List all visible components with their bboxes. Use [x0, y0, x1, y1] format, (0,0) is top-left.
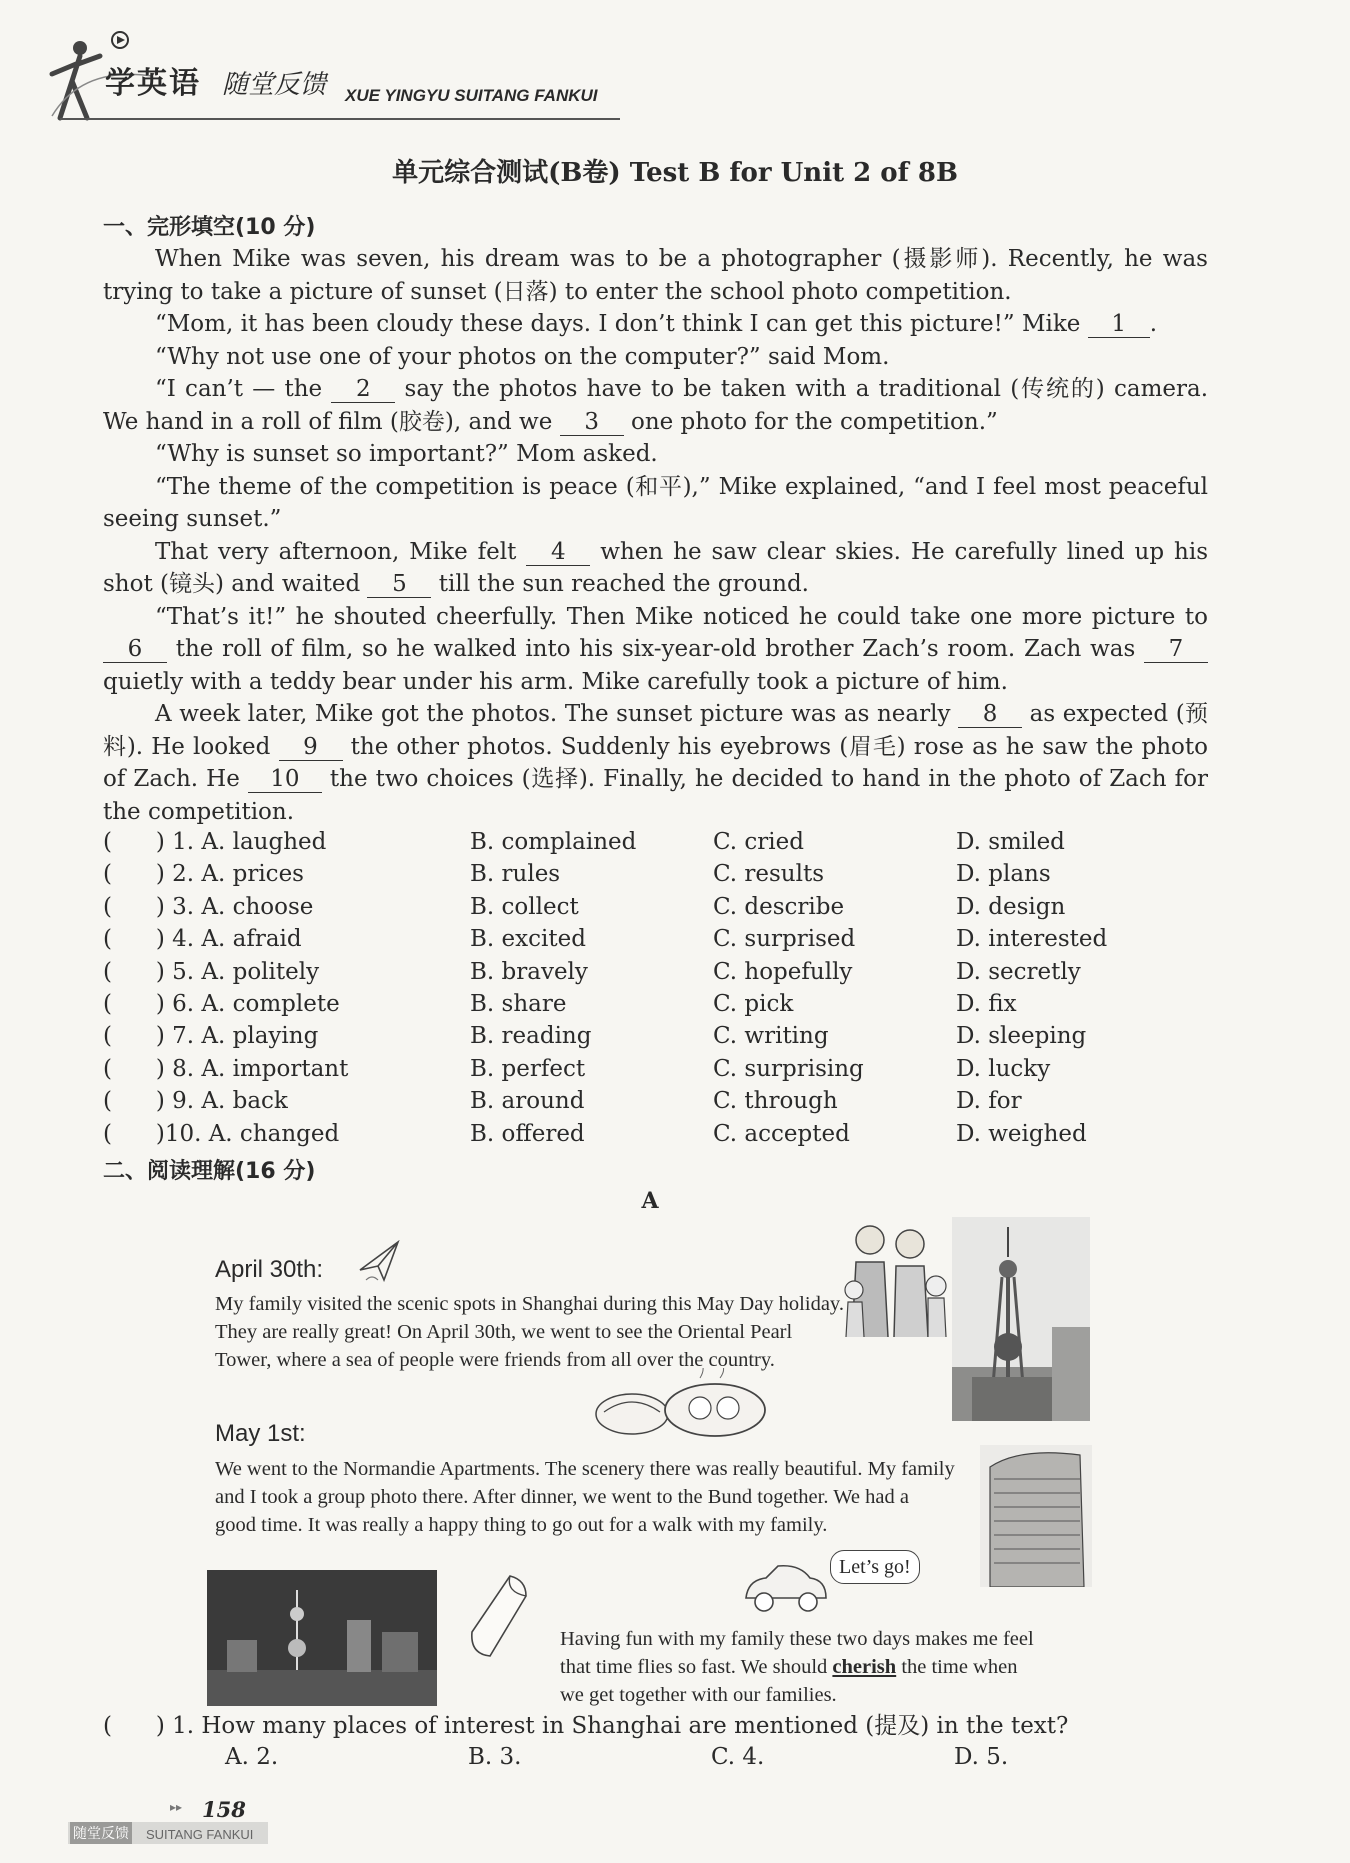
question-row[interactable]: ( ) 2. A. prices B. rules C. results D. plans [103, 861, 1051, 888]
question-row[interactable]: ( ) 5. A. politely B. bravely C. hopefully D. secretly [103, 958, 1081, 985]
blank-10[interactable]: 10 [248, 766, 322, 793]
blank-8[interactable]: 8 [958, 701, 1022, 728]
page-title: 单元综合测试(B卷) Test B for Unit 2 of 8B [392, 158, 958, 188]
paragraph: “Mom, it has been cloudy these days. I don’t think I can get this picture!” Mike 1 . [155, 311, 1158, 337]
closing-text: Having fun with my family these two days makes me feel that time flies so fast. We should cherish the time when we get together with our families. [560, 1628, 1034, 1706]
option-c[interactable]: C. 4. [711, 1744, 765, 1770]
question-row[interactable]: ( ) 7. A. playing B. reading C. writing D. sleeping [103, 1023, 1087, 1050]
may-text: We went to the Normandie Apartments. The scenery there was really beautiful. My family and I took a group photo there. After dinner, we went to the Bund together. We had a good time. It was really a happy thing to go out for a walk with my family. [215, 1458, 955, 1536]
wrap-food-icon [460, 1570, 534, 1666]
question-1-options [103, 1744, 1074, 1770]
paragraph: When Mike was seven, his dream was to be a photographer (摄影师). Recently, he was trying to take a picture of sunset (日落) to enter the school photo competition. [103, 246, 1208, 305]
date-heading-april: April 30th: [215, 1256, 324, 1283]
paragraph: A week later, Mike got the photos. The sunset picture was as nearly 8 as expected (预料). He looked 9 the other photos. Suddenly his eyebrows (眉毛) rose as he saw the photo of Zach. He 10 the two choices (选择). Finally, he decided to hand in the photo of Zach for the competition. [103, 701, 1208, 825]
paragraph: “That’s it!” he shouted cheerfully. Then Mike noticed he could take one more picture to 6 the roll of film, so he walked into his six-year-old brother Zach’s room. Zach was 7 quietly with a teddy bear under his arm. Mike carefully took a picture of him. [103, 603, 1208, 695]
family-illustration-icon [840, 1222, 950, 1340]
question-row[interactable]: ( ) 8. A. important B. perfect C. surprising D. lucky [103, 1055, 1051, 1082]
header-divider [60, 118, 620, 120]
paper-plane-icon [358, 1240, 402, 1286]
question-row[interactable]: ( ) 6. A. complete B. share C. pick D. fix [103, 990, 1017, 1017]
option-d[interactable]: D. 5. [954, 1744, 1009, 1770]
oriental-pearl-tower-photo [952, 1217, 1090, 1421]
speech-bubble: Let’s go! [830, 1550, 920, 1584]
blank-1[interactable]: 1 [1088, 311, 1150, 338]
blank-6[interactable]: 6 [103, 636, 167, 663]
paragraph: “I can’t — the 2 say the photos have to be taken with a traditional (传统的) camera. We hand in a roll of film (胶卷), and we 3 one photo for the competition.” [103, 376, 1209, 435]
paragraph: “Why is sunset so important?” Mom asked. [155, 441, 658, 467]
cherish-word: cherish [832, 1656, 897, 1678]
blank-7[interactable]: 7 [1144, 636, 1208, 663]
arrow-icon: ▸▸ [170, 1800, 183, 1814]
food-illustration-icon [590, 1368, 770, 1444]
section-heading-cloze: 一、完形填空(10 分) [103, 215, 316, 240]
logo-subtitle-cn: 随堂反馈 [222, 70, 327, 100]
april-text: My family visited the scenic spots in Shanghai during this May Day holiday. They are really great! On April 30th, we went to see the Oriental Pearl Tower, where a sea of people were friends from all over the country. [215, 1293, 844, 1371]
question-1[interactable]: ( ) 1. How many places of interest in Shanghai are mentioned (提及) in the text? [103, 1713, 1069, 1739]
question-row[interactable]: ( ) 3. A. choose B. collect C. describe D. design [103, 893, 1066, 920]
car-icon [740, 1558, 832, 1618]
blank-5[interactable]: 5 [367, 571, 431, 598]
paragraph: That very afternoon, Mike felt 4 when he saw clear skies. He carefully lined up his shot (镜头) and waited 5 till the sun reached the ground. [103, 538, 1208, 597]
page-number: 158 [202, 1797, 246, 1822]
blank-2[interactable]: 2 [331, 376, 395, 403]
question-row[interactable]: ( ) 9. A. back B. around C. through D. for [103, 1088, 1022, 1115]
cloze-passage [103, 243, 1208, 828]
cloze-options [103, 826, 1213, 1150]
question-row[interactable]: ( ) 4. A. afraid B. excited C. surprised D. interested [103, 926, 1108, 953]
logo-title-en: XUE YINGYU SUITANG FANKUI [345, 86, 598, 105]
bund-night-photo [207, 1570, 437, 1706]
passage-letter: A [641, 1188, 659, 1214]
section-heading-reading: 二、阅读理解(16 分) [103, 1159, 316, 1184]
date-heading-may: May 1st: [215, 1420, 306, 1447]
option-a[interactable]: A. 2. [225, 1744, 279, 1770]
option-b[interactable]: B. 3. [468, 1744, 522, 1770]
logo-title-cn: 学英语 [105, 66, 201, 101]
normandie-apartments-photo [980, 1445, 1092, 1587]
blank-3[interactable]: 3 [560, 409, 624, 436]
paragraph: “Why not use one of your photos on the computer?” said Mom. [155, 343, 890, 370]
blank-4[interactable]: 4 [526, 539, 590, 566]
blank-9[interactable]: 9 [279, 734, 343, 761]
footer-label-cn: 随堂反馈 [70, 1822, 132, 1844]
paragraph: “The theme of the competition is peace (和平),” Mike explained, “and I feel most peaceful seeing sunset.” [103, 473, 1208, 532]
question-row[interactable]: ( ) 1. A. laughed B. complained C. cried D. smiled [103, 829, 1065, 855]
question-row[interactable]: ( )10. A. changed B. offered C. accepted D. weighed [103, 1120, 1087, 1147]
footer-label-en: SUITANG FANKUI [146, 1827, 254, 1842]
